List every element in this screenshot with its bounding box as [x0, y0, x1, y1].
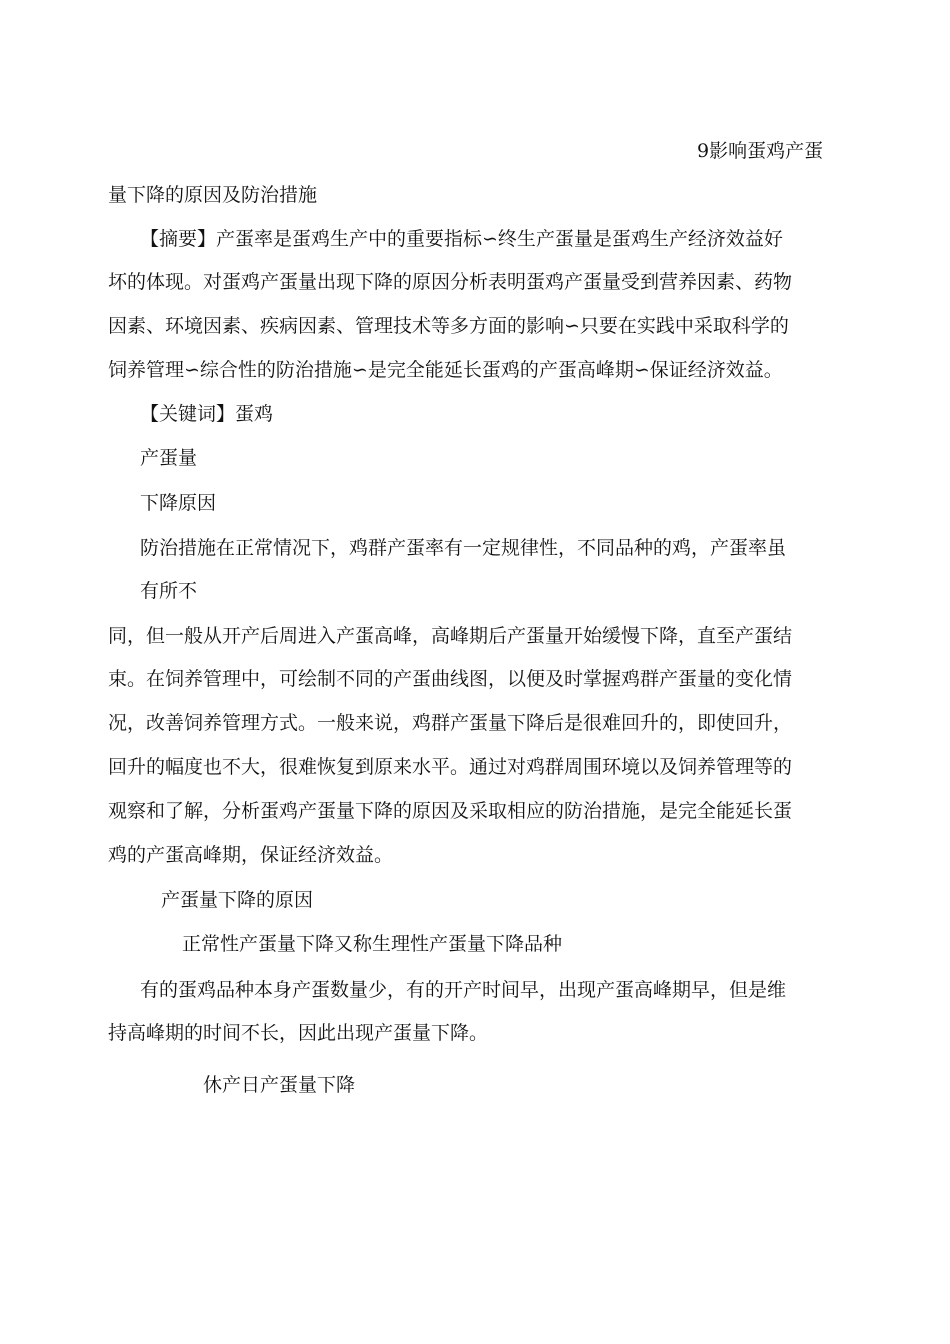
title-part-1: 9影响蛋鸡产蛋 — [697, 140, 824, 162]
body-line-3: 况，改善饲养管理方式。一般来说，鸡群产蛋量下降后是很难回升的，即使回升， — [108, 712, 793, 734]
body-intro-line-2: 有所不 — [140, 580, 198, 602]
body-line-2: 束。在饲养管理中，可绘制不同的产蛋曲线图，以便及时掌握鸡群产蛋量的变化情 — [108, 668, 793, 690]
body-line-6: 鸡的产蛋高峰期，保证经济效益。 — [108, 844, 394, 866]
abstract-line-4: 饲养管理∽综合性的防治措施∽是完全能延长蛋鸡的产蛋高峰期∽保证经济效益。 — [108, 359, 783, 381]
title-part-2: 量下降的原因及防治措施 — [108, 184, 318, 206]
body-line-4: 回升的幅度也不大，很难恢复到原来水平。通过对鸡群周围环境以及饲养管理等的 — [108, 756, 793, 778]
body-intro-line-1: 防治措施在正常情况下，鸡群产蛋率有一定规律性，不同品种的鸡，产蛋率虽 — [140, 537, 787, 559]
keyword-line-3: 下降原因 — [140, 492, 217, 514]
keyword-line-2: 产蛋量 — [140, 447, 198, 469]
keywords-label: 【关键词】蛋鸡 — [140, 403, 274, 425]
abstract-line-1: 【摘要】产蛋率是蛋鸡生产中的重要指标∽终生产蛋量是蛋鸡生产经济效益好 — [140, 228, 783, 250]
subsection-heading: 正常性产蛋量下降又称生理性产蛋量下降品种 — [182, 933, 563, 955]
abstract-line-2: 坏的体现。对蛋鸡产蛋量出现下降的原因分析表明蛋鸡产蛋量受到营养因素、药物 — [108, 271, 793, 293]
subsection-body-line-2: 持高峰期的时间不长，因此出现产蛋量下降。 — [108, 1022, 489, 1044]
body-line-5: 观察和了解，分析蛋鸡产蛋量下降的原因及采取相应的防治措施，是完全能延长蛋 — [108, 800, 793, 822]
abstract-line-3: 因素、环境因素、疾病因素、管理技术等多方面的影响∽只要在实践中采取科学的 — [108, 315, 789, 337]
body-line-1: 同，但一般从开产后周进入产蛋高峰，高峰期后产蛋量开始缓慢下降，直至产蛋结 — [108, 625, 793, 647]
sub-heading-2: 休产日产蛋量下降 — [203, 1074, 356, 1096]
subsection-body-line-1: 有的蛋鸡品种本身产蛋数量少，有的开产时间早，出现产蛋高峰期早，但是维 — [140, 979, 787, 1001]
section-heading: 产蛋量下降的原因 — [161, 889, 314, 911]
